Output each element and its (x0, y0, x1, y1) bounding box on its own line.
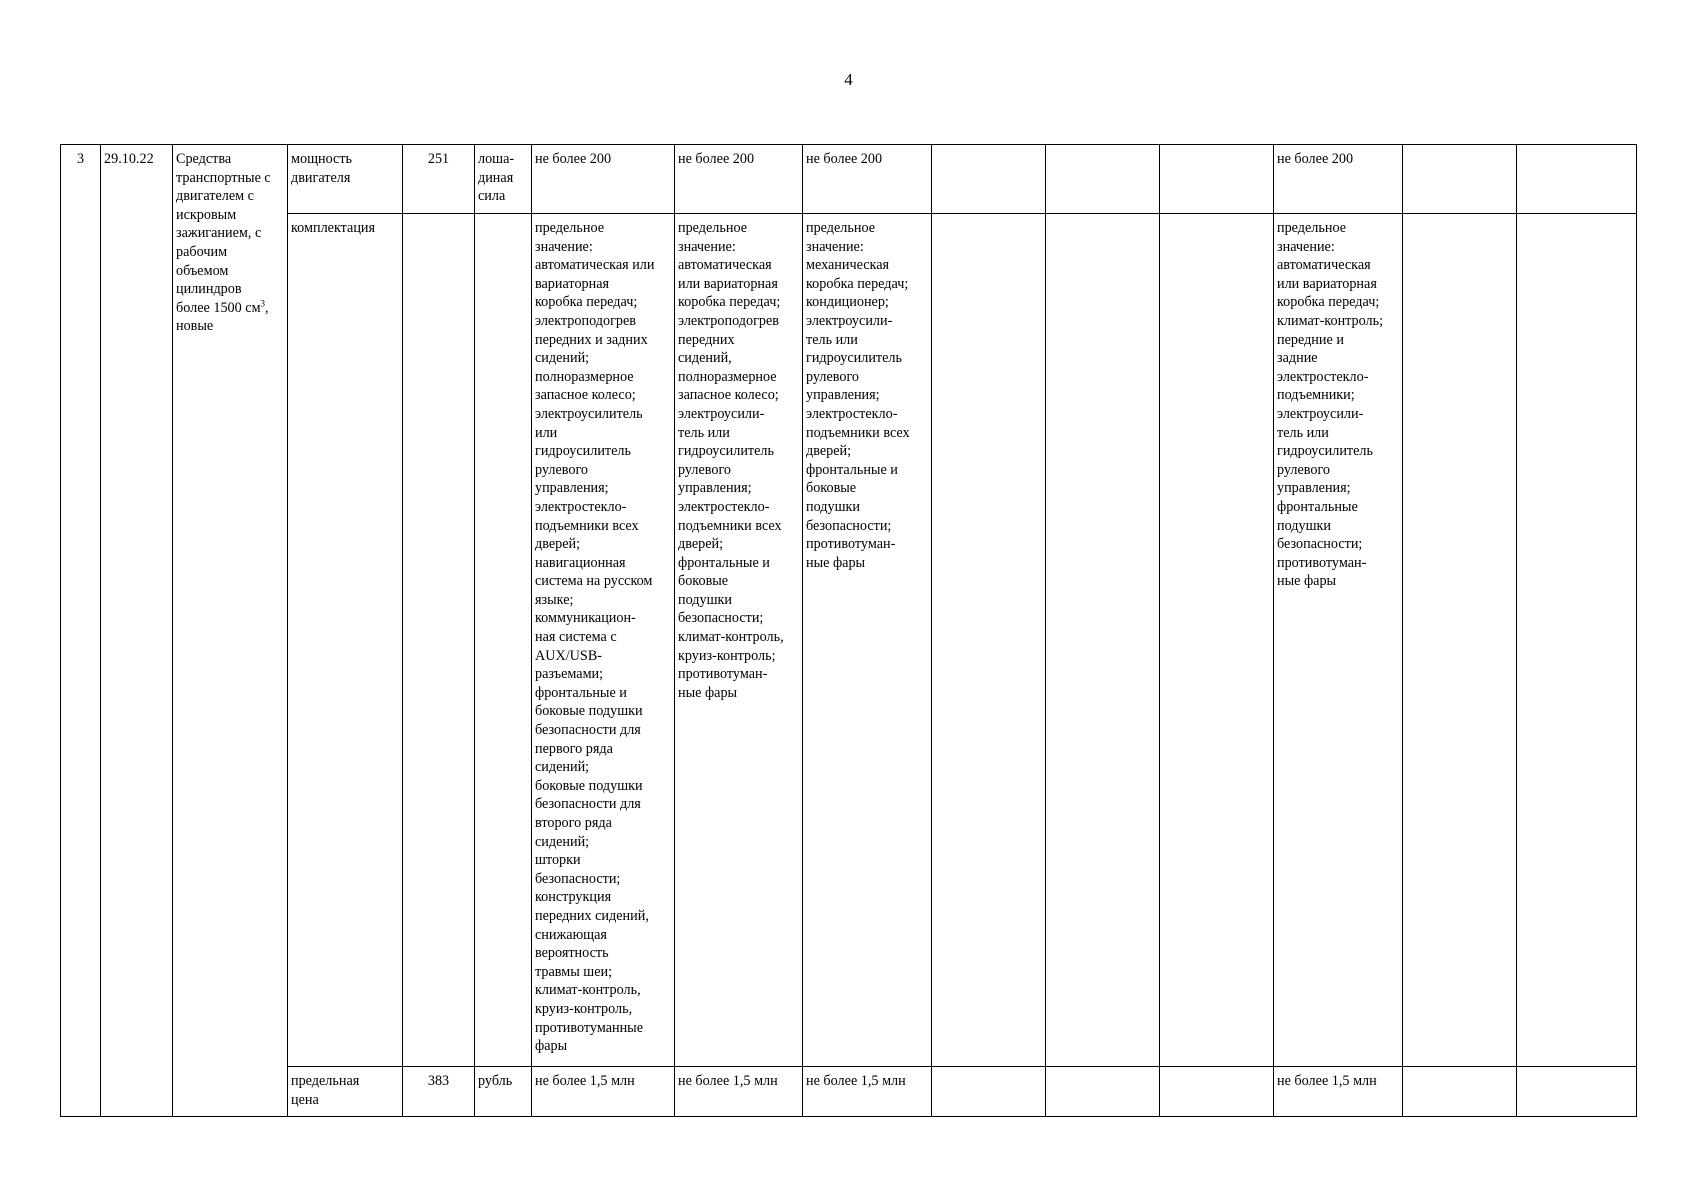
value-line: управления; (806, 387, 880, 404)
value-cell (803, 214, 932, 1067)
value-line: безопасности; (806, 517, 892, 534)
okei-code: 251 (403, 145, 475, 214)
value-cell: не более 200 (532, 145, 675, 214)
value-line: шторки (535, 852, 581, 869)
value-line: фронтальные и (535, 684, 627, 701)
okei-code (403, 214, 475, 1067)
value-line: безопасности; (678, 610, 764, 627)
value-line: электроподогрев (535, 312, 636, 329)
value-line: рулевого (678, 461, 732, 478)
empty-cell (1046, 214, 1160, 1067)
value-line: электростекло- (678, 498, 770, 515)
value-line: круиз-контроль, (535, 1000, 633, 1017)
value-line: дверей; (535, 536, 581, 553)
value-line: безопасности; (535, 870, 621, 887)
value-line: тель или (678, 424, 730, 441)
value-line: подушки (806, 498, 860, 515)
value-line: коробка передач; (678, 294, 781, 311)
value-line: противотуман- (1277, 554, 1367, 571)
value-line: система на русском (535, 573, 653, 590)
value-line: автоматическая (678, 257, 772, 274)
empty-cell (1160, 145, 1274, 214)
value-line: первого ряда (535, 740, 613, 757)
value-line: электроусили- (1277, 405, 1364, 422)
value-line: управления; (678, 480, 752, 497)
value-line: безопасности; (1277, 536, 1363, 553)
value-line: передних и задних (535, 331, 648, 348)
value-line: гидроусилитель (1277, 443, 1373, 460)
value-line: боковые (678, 573, 729, 590)
value-line: фронтальные и (678, 554, 770, 571)
empty-cell (1046, 145, 1160, 214)
value-line: сидений, (678, 350, 732, 367)
value-line: боковые подушки (535, 703, 643, 720)
value-line: вариаторная (535, 275, 610, 292)
value-line: сидений; (535, 833, 590, 850)
value-line: ная система с (535, 629, 617, 646)
unit-name (475, 214, 532, 1067)
value-line: предельное (678, 220, 748, 236)
okpd2-code: 29.10.22 (101, 145, 173, 1117)
value-line: кондиционер; (806, 294, 889, 311)
value-line: полноразмерное (678, 368, 777, 385)
value-line: управления; (535, 480, 609, 497)
value-line: подушки (678, 591, 732, 608)
value-line: второго ряда (535, 815, 612, 831)
value-line: подъемники всех (678, 517, 782, 534)
value-line: сидений; (535, 350, 590, 367)
value-line: электроусилитель (535, 405, 643, 422)
value-line: противотуманные (535, 1019, 644, 1036)
empty-cell (1517, 1067, 1637, 1117)
value-line: фронтальные и (806, 461, 898, 478)
table-row (61, 214, 1637, 1067)
value-line: гидроусилитель (806, 350, 902, 367)
value-line: задние (1277, 350, 1318, 367)
value-line: круиз-контроль; (678, 647, 776, 664)
value-line: автоматическая (1277, 257, 1371, 274)
unit-name: рубль (475, 1067, 532, 1117)
value-line: значение: (1277, 238, 1335, 255)
value-line: значение: (806, 238, 864, 255)
value-line: боковые подушки (535, 777, 643, 794)
value-cell (675, 214, 803, 1067)
value-line: электроусили- (806, 312, 893, 329)
empty-cell (932, 214, 1046, 1067)
table-row (61, 1067, 1637, 1117)
value-cell (1274, 214, 1403, 1067)
empty-cell (1046, 1067, 1160, 1117)
value-line: травмы шеи; (535, 963, 613, 980)
value-line: безопасности для (535, 796, 641, 813)
value-line: рулевого (806, 368, 860, 385)
value-line: предельное (806, 220, 876, 236)
unit-name: лоша- диная сила (475, 145, 532, 214)
empty-cell (1403, 1067, 1517, 1117)
value-cell: не более 200 (675, 145, 803, 214)
requirements-table (60, 144, 1637, 1117)
empty-cell (1403, 214, 1517, 1067)
value-cell: не более 200 (1274, 145, 1403, 214)
value-line: подъемники всех (535, 517, 639, 534)
value-line: подъемники всех (806, 424, 910, 441)
empty-cell (1517, 145, 1637, 214)
value-line: AUX/USB- (535, 647, 603, 664)
value-line: или вариаторная (1277, 275, 1377, 292)
value-cell: не более 1,5 млн (1274, 1067, 1403, 1117)
value-line: сидений; (535, 759, 590, 776)
value-line: коробка передач; (535, 294, 638, 311)
value-line: разъемами; (535, 666, 604, 683)
value-line: ные фары (806, 554, 866, 571)
value-line: передних сидений, (535, 907, 649, 924)
value-line: фронтальные (1277, 498, 1358, 515)
value-line: полноразмерное (535, 368, 634, 385)
value-line: передние и (1277, 331, 1344, 348)
value-line: снижающая (535, 926, 607, 943)
value-cell: не более 1,5 млн (675, 1067, 803, 1117)
value-line: механическая (806, 257, 890, 274)
value-line: конструкция (535, 889, 612, 906)
value-line: или вариаторная (678, 275, 778, 292)
value-line: противотуман- (806, 536, 896, 553)
value-line: безопасности для (535, 722, 641, 739)
value-cell: не более 1,5 млн (803, 1067, 932, 1117)
value-line: электроусили- (678, 405, 765, 422)
value-line: предельное (535, 220, 605, 236)
value-line: подушки (1277, 517, 1331, 534)
value-line: дверей; (806, 443, 852, 460)
value-line: запасное колесо; (535, 387, 636, 404)
characteristic-name: предельная цена (288, 1067, 403, 1117)
value-line: значение: (678, 238, 736, 255)
value-line: тель или (1277, 424, 1329, 441)
value-line: навигационная (535, 554, 626, 571)
row-number: 3 (61, 145, 101, 1117)
value-line: тель или (806, 331, 858, 348)
value-line: боковые (806, 480, 857, 497)
empty-cell (1403, 145, 1517, 214)
value-line: электростекло- (535, 498, 627, 515)
empty-cell (1160, 214, 1274, 1067)
value-line: коробка передач; (1277, 294, 1380, 311)
value-line: значение: (535, 238, 593, 255)
value-cell: не более 200 (803, 145, 932, 214)
value-line: коммуникацион- (535, 610, 636, 627)
value-line: или (535, 424, 558, 441)
characteristic-name: мощность двигателя (288, 145, 403, 214)
value-cell: не более 1,5 млн (532, 1067, 675, 1117)
okei-code: 383 (403, 1067, 475, 1117)
value-line: гидроусилитель (678, 443, 774, 460)
value-line: языке; (535, 591, 574, 608)
empty-cell (932, 1067, 1046, 1117)
value-line: рулевого (1277, 461, 1331, 478)
value-line: электростекло- (1277, 368, 1369, 385)
empty-cell (1517, 214, 1637, 1067)
value-line: электроподогрев (678, 312, 779, 329)
value-line: дверей; (678, 536, 724, 553)
value-line: климат-контроль; (1277, 312, 1384, 329)
page-number: 4 (844, 70, 853, 89)
value-line: климат-контроль, (678, 629, 784, 646)
value-line: передних (678, 331, 735, 348)
value-line: рулевого (535, 461, 589, 478)
value-line: ные фары (1277, 573, 1337, 590)
value-line: управления; (1277, 480, 1351, 497)
value-line: фары (535, 1038, 568, 1055)
value-line: автоматическая или (535, 257, 655, 274)
value-line: гидроусилитель (535, 443, 631, 460)
characteristic-name: комплектация (288, 214, 403, 1067)
value-line: вероятность (535, 945, 609, 962)
empty-cell (1160, 1067, 1274, 1117)
value-line: климат-контроль, (535, 982, 641, 999)
table-row (61, 145, 1637, 214)
value-line: электростекло- (806, 405, 898, 422)
value-cell (532, 214, 675, 1067)
product-name: Средства транспортные с двигателем с искровым зажиганием, с рабочим объемом цилиндров более 1500 $см^3$, новые (173, 145, 288, 1117)
value-line: противотуман- (678, 666, 768, 683)
value-line: ные фары (678, 684, 738, 701)
value-line: запасное колесо; (678, 387, 779, 404)
value-line: предельное (1277, 220, 1347, 236)
value-line: подъемники; (1277, 387, 1355, 404)
empty-cell (932, 145, 1046, 214)
value-line: коробка передач; (806, 275, 909, 292)
